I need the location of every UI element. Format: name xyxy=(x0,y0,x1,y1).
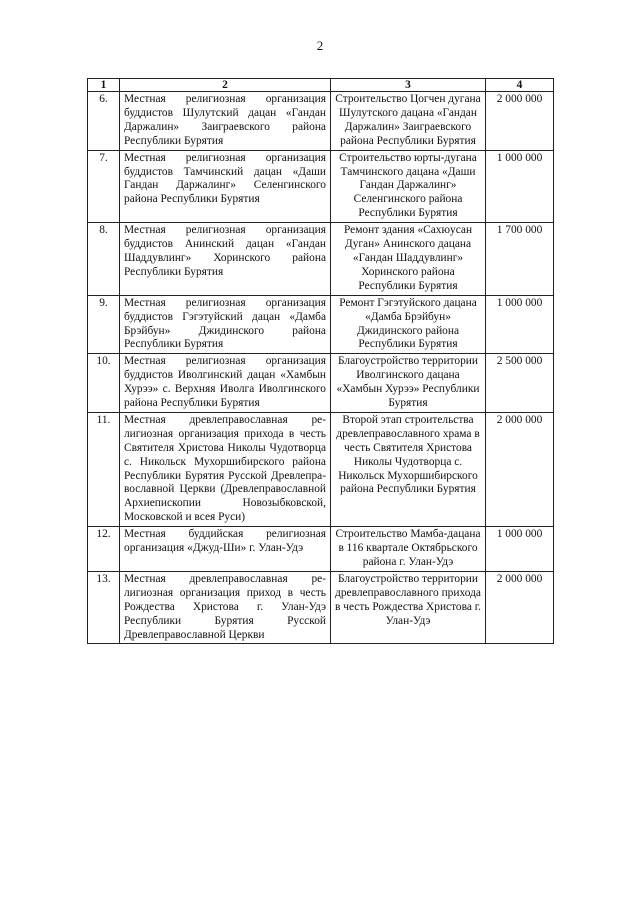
row-number: 13. xyxy=(88,571,120,644)
row-number: 9. xyxy=(88,295,120,354)
column-header: 3 xyxy=(331,79,486,92)
grant-amount: 1 000 000 xyxy=(486,527,554,572)
organization-name: Местная древлеправославная религиозная организация приход в честь Рождества Христова г. Улан-Удэ Республики Бурятия Русской Древлеправославной Церкви xyxy=(120,571,331,644)
project-description: Благоустройство территории Иволгинского дацана «Хамбын Хурээ» Республики Бурятия xyxy=(331,354,486,413)
project-description: Ремонт здания «Сахюусан Дуган» Анинского дацана «Гандан Шаддувлинг» Хоринского района Республики Бурятия xyxy=(331,223,486,296)
grant-amount: 1 000 000 xyxy=(486,150,554,223)
grant-amount: 2 500 000 xyxy=(486,354,554,413)
organization-name: Местная религиозная организация буддистов Анинский дацан «Гандан Шаддувлинг» Хоринского района Республики Бурятия xyxy=(120,223,331,296)
row-number: 8. xyxy=(88,223,120,296)
table-row xyxy=(88,571,554,644)
grant-amount: 2 000 000 xyxy=(486,412,554,526)
table-row xyxy=(88,354,554,413)
grant-amount: 1 700 000 xyxy=(486,223,554,296)
table-row xyxy=(88,150,554,223)
grant-amount: 2 000 000 xyxy=(486,92,554,151)
grant-amount: 1 000 000 xyxy=(486,295,554,354)
organization-name: Местная религиозная организация буддистов Тамчинский дацан «Даши Гандан Даржалинг» Селенгинского района Республики Бурятия xyxy=(120,150,331,223)
project-description: Ремонт Гэгэтуйского дацана «Дамба Брэйбун» Джидинского района Республики Бурятия xyxy=(331,295,486,354)
row-number: 11. xyxy=(88,412,120,526)
table-row xyxy=(88,295,554,354)
organization-name: Местная религиозная организация буддистов Гэгэтуйский дацан «Дамба Брэйбун» Джидинского района Республики Бурятия xyxy=(120,295,331,354)
organization-name: Местная буддийская религиозная организация «Джуд-Ши» г. Улан-Удэ xyxy=(120,527,331,572)
project-description: Строительство Цогчен дугана Шулутского дацана «Гандан Даржалин» Заиграевского района Республики Бурятия xyxy=(331,92,486,151)
table-row xyxy=(88,412,554,526)
table-row xyxy=(88,223,554,296)
organization-name: Местная религиозная организация буддистов Шулутский дацан «Гандан Даржалин» Заиграевского района Республики Бурятия xyxy=(120,92,331,151)
organization-name: Местная древлеправославная религиозная организация прихода в честь Святителя Христова Николы Чудотворца с. Никольск Мухоршибирского района Республики Бурятия Русской Древлеправославной Церкви (Древлеправославной Архиепископии Новозыбковской, Московской и всея Руси) xyxy=(120,412,331,526)
row-number: 7. xyxy=(88,150,120,223)
row-number: 10. xyxy=(88,354,120,413)
column-header: 2 xyxy=(120,79,331,92)
row-number: 6. xyxy=(88,92,120,151)
column-header: 4 xyxy=(486,79,554,92)
organization-name: Местная религиозная организация буддистов Иволгинский дацан «Хамбын Хурээ» с. Верхняя Иволга Иволгинского района Республики Бурятия xyxy=(120,354,331,413)
table-row xyxy=(88,527,554,572)
project-description: Строительство Мамба-дацана в 116 квартале Октябрьского района г. Улан-Удэ xyxy=(331,527,486,572)
table-header xyxy=(88,79,554,92)
column-header: 1 xyxy=(88,79,120,92)
project-description: Второй этап строительства древлеправославного храма в честь Святителя Христова Николы Чудотворца с. Никольск Мухоршибирского района Республики Бурятия xyxy=(331,412,486,526)
project-description: Благоустройство территории древлеправославного прихода в честь Рождества Христова г. Улан-Удэ xyxy=(331,571,486,644)
table-row xyxy=(88,92,554,151)
row-number: 12. xyxy=(88,527,120,572)
project-description: Строительство юрты-дугана Тамчинского дацана «Даши Гандан Дaржалинг» Селенгинского района Республики Бурятия xyxy=(331,150,486,223)
grant-amount: 2 000 000 xyxy=(486,571,554,644)
page-number: 2 xyxy=(316,38,324,53)
grants-table xyxy=(87,78,554,644)
